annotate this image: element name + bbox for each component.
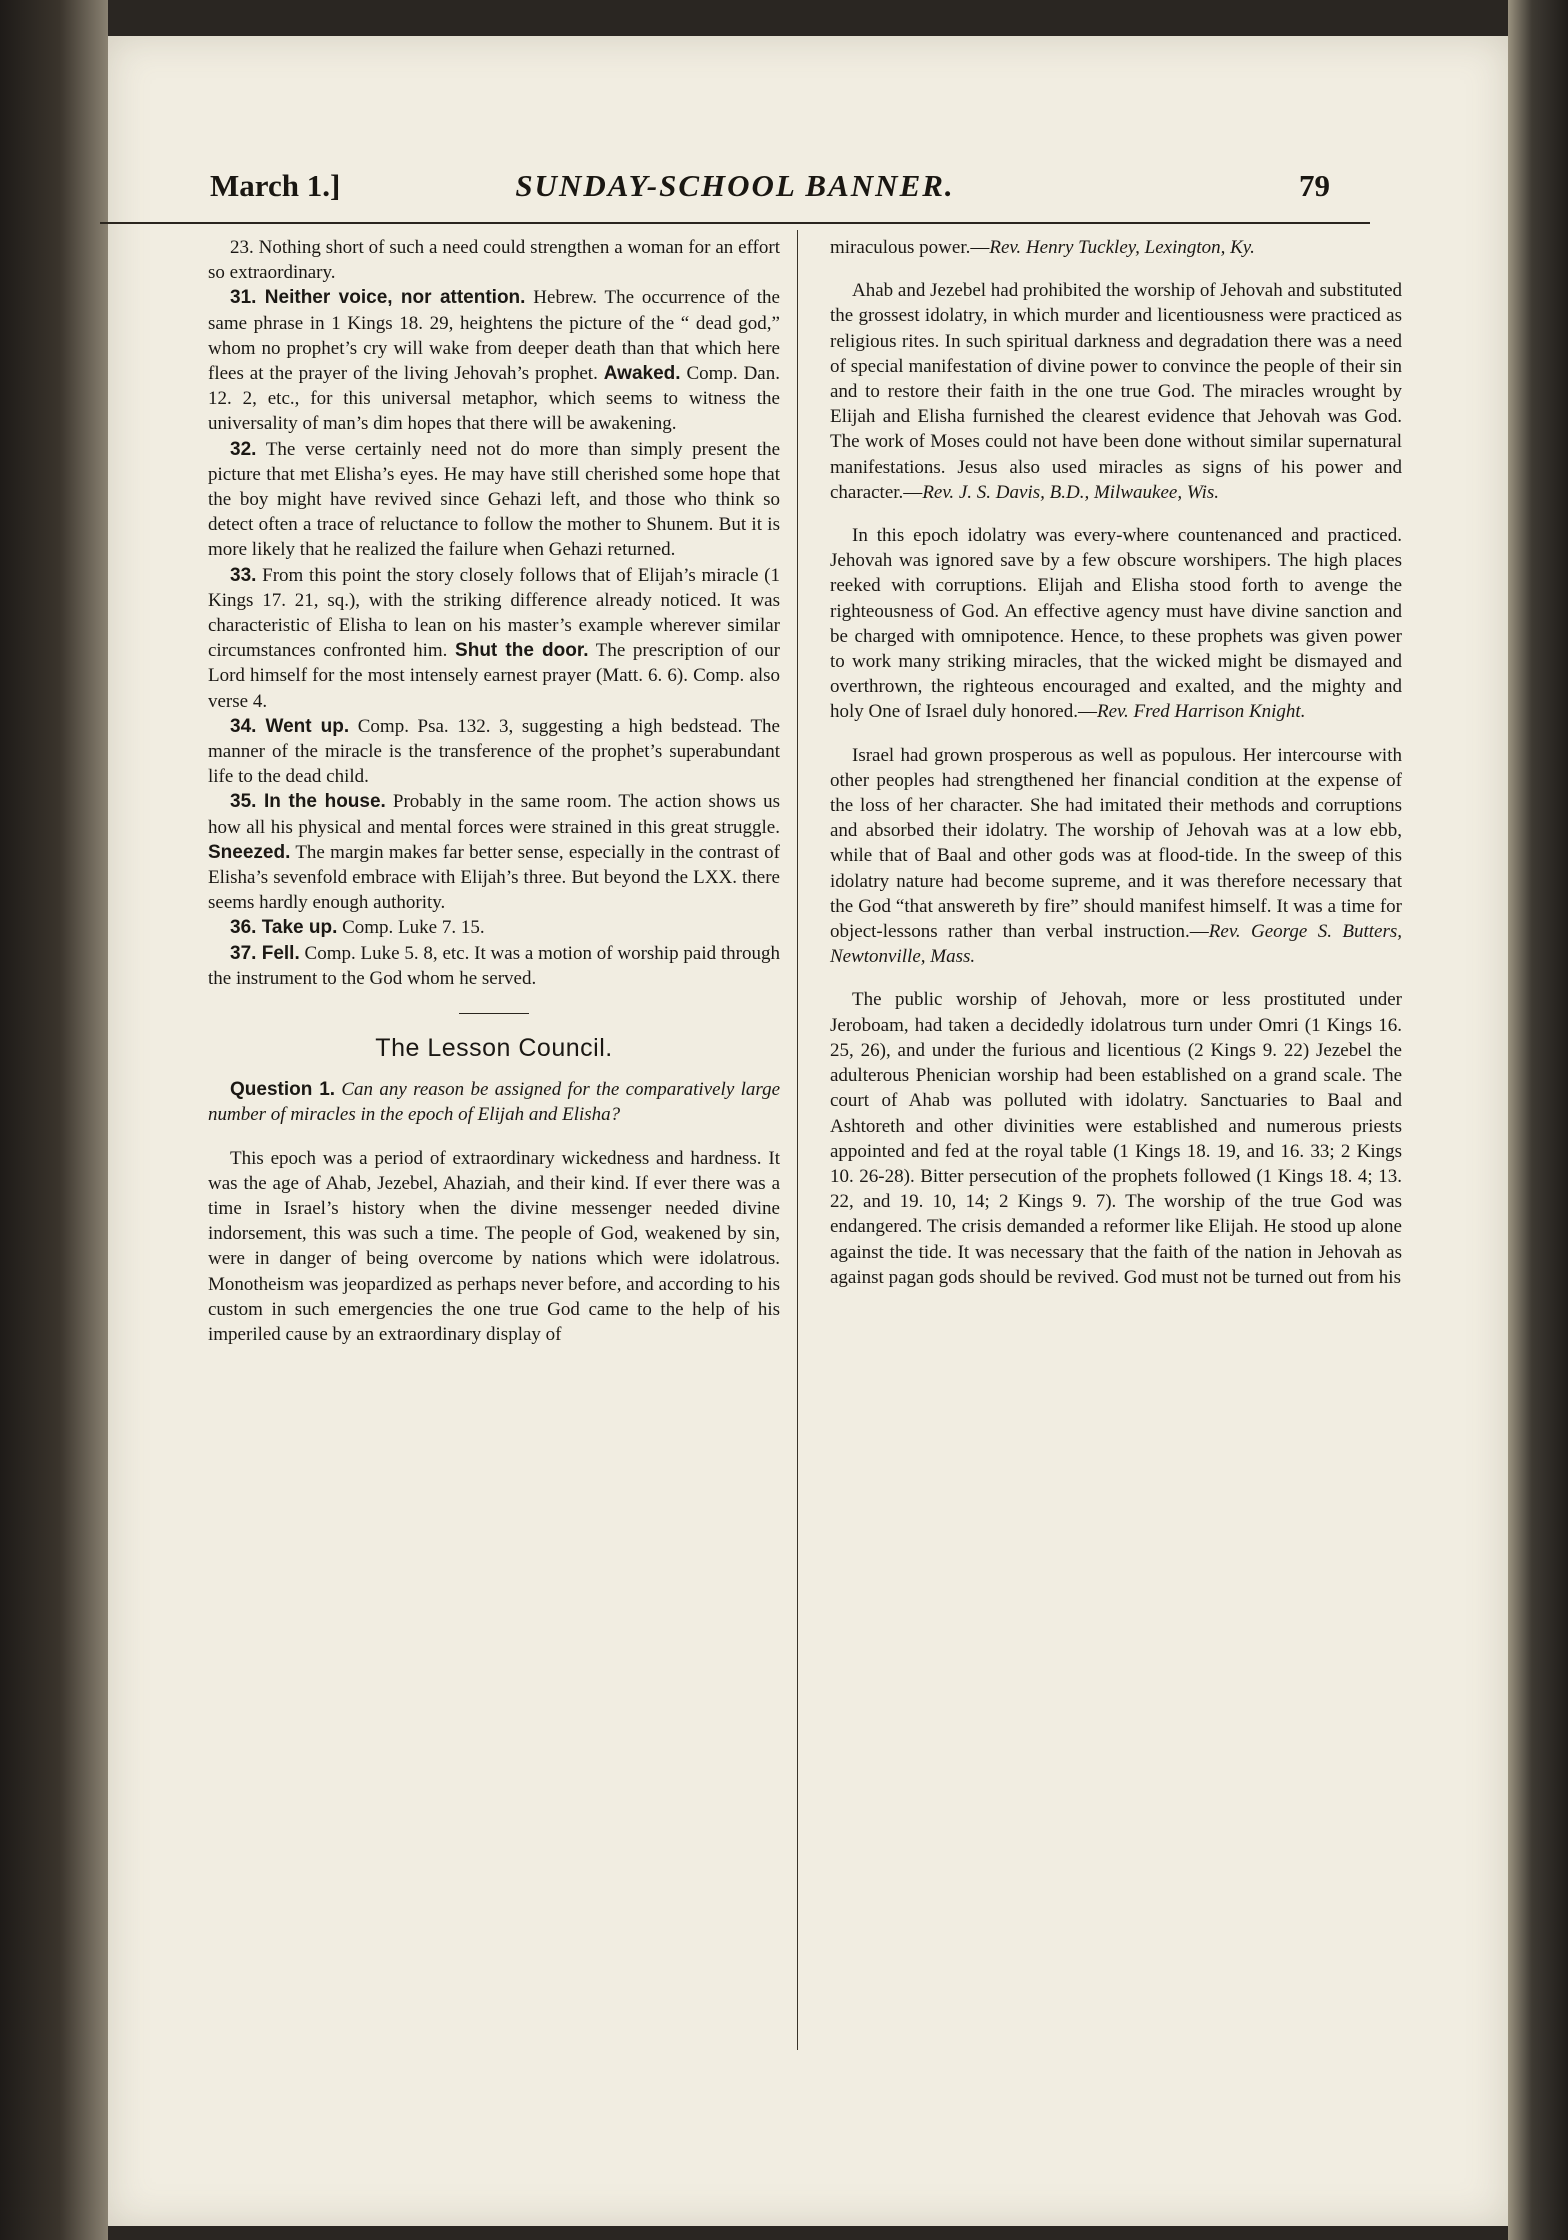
verse-text: From this point the story closely follows that of Elijah’s miracle (1 Kings 17. 21, sq.), with the striking difference already noticed. It was characteristic of Elisha to lean on his master’s example wherever similar circumstances confronted him. (208, 564, 780, 662)
answer-paragraph: The public worship of Jehovah, more or less prostituted under Jeroboam, had taken a decidedly idolatrous turn under Omri (1 Kings 16. 25, 26), and under the furious and licentious (2 Kings 9. 22) Jezebel the adulterous Phenician worship had been established on a grand scale. The court of Ahab was polluted with idolatry. Sanctuaries to Baal and Ashtoreth and other divinities were established and numerous priests appointed and fed at the royal table (1 Kings 18. 19, and 16. 33; 2 Kings 10. 26-28). Bitter persecution of the prophets followed (1 Kings 18. 4; 13. 22, and 19. 10, 14; 2 Kings 9. 7). The worship of the true God was endangered. The crisis demanded a reformer like Elijah. He stood up alone against the tide. It was necessary that the faith of the nation in Jehovah as against pagan gods should be revived. God must not be turned out from his (830, 989, 1402, 1288)
verse-text: Comp. Psa. 132. 3, suggesting a high bedstead. The manner of the miracle is the transference of the prophet’s superabundant life to the dead child. (208, 715, 780, 788)
verse-note-33 (208, 563, 780, 714)
verse-note-36 (208, 915, 780, 940)
verse-note-37 (208, 941, 780, 991)
verse-heading: 31. Neither voice, nor attention. (230, 287, 526, 309)
question (208, 1077, 780, 1127)
verse-text: Comp. Dan. 12. 2, etc., for this universal metaphor, which seems to witness the universality of man’s dim hopes that there will be awakening. (208, 363, 780, 435)
author-signature: Rev. Fred Harrison Knight. (1097, 701, 1306, 723)
answer-paragraph (830, 743, 1402, 970)
verse-text: The verse certainly need not do more than simply present the picture that met Elisha’s eyes. He may have still cherished some hope that the boy might have revived since Gehazi left, and those who think so detect often a trace of reluctance to follow the mother to Shunem. But it is more likely that he realized the failure when Gehazi returned. (208, 438, 780, 561)
header-date: March 1.] (210, 168, 341, 203)
verse-heading: 32. (230, 438, 257, 460)
running-header (100, 160, 1370, 220)
verse-text: Comp. Luke 5. 8, etc. It was a motion of worship paid through the instrument to the God whom he served. (208, 942, 780, 989)
verse-heading: 33. (230, 564, 257, 586)
verse-note-31 (208, 285, 780, 436)
column-divider (797, 230, 798, 2050)
verse-note-34 (208, 714, 780, 790)
question-label: Question 1. (230, 1079, 336, 1101)
verse-heading: Sneezed. (208, 841, 291, 863)
section-rule (459, 1013, 529, 1014)
page-number: 79 (1299, 168, 1330, 203)
verse-text: The margin makes far better sense, especially in the contrast of Elisha’s sevenfold embrace with Elijah’s three. But beyond the LXX. there seems hardly enough authority. (208, 841, 780, 914)
verse-text: Comp. Luke 7. 15. (337, 917, 485, 939)
author-signature: Rev. Henry Tuckley, Lexington, Ky. (989, 237, 1255, 258)
answer-paragraph (830, 278, 1402, 505)
section-title: The Lesson Council. (375, 1034, 613, 1063)
right-column (830, 235, 1402, 1290)
verse-heading: 35. In the house. (230, 791, 386, 813)
verse-note-32 (208, 437, 780, 563)
verse-note-35 (208, 789, 780, 915)
answer-paragraph-continued (830, 235, 1402, 260)
answer-text: In this epoch idolatry was every-where countenanced and practiced. Jehovah was ignored save by a few obscure worshipers. The high places reeked with corruptions. Elijah and Elisha stood forth to avenge the righteousness of God. An effective agency must have divine sanction and be charged with omnipotence. Hence, to these prophets was given power to work many striking miracles, that the wicked might be dismayed and overthrown, the righteous encouraged and exalted, and the mighty and holy One of Israel duly honored.— (830, 525, 1402, 723)
verse-text: Hebrew. The occurrence of the same phrase in 1 Kings 18. 29, heightens the picture of the “ dead god,” whom no prophet’s cry will wake from deeper death than that which here flees at the prayer of the living Jehovah’s prophet. (208, 287, 780, 385)
question-text: Can any reason be assigned for the comparatively large number of miracles in the epoch of Elijah and Elisha? (208, 1079, 780, 1126)
page-edge-shadow (1508, 0, 1568, 2240)
answer-text: Israel had grown prosperous as well as populous. Her intercourse with other peoples had strengthened her financial condition at the expense of the loss of her character. She had imitated their methods and corruptions and absorbed their idolatry. The worship of Jehovah was at a low ebb, while that of Baal and other gods was at flood-tide. In the sweep of this idolatry nature had become supreme, and it was therefore necessary that the God “that answereth by fire” should manifest himself. It was a time for object-lessons rather than verbal instruction.— (830, 744, 1402, 943)
answer-paragraph (830, 523, 1402, 725)
answer-text: Ahab and Jezebel had prohibited the worship of Jehovah and substituted the grossest idolatry, in which murder and licentiousness were practiced as religious rites. In such spiritual darkness and degradation there was a need of special manifestation of divine power to convince the people of their sin and to restore their faith in the one true God. The miracles wrought by Elijah and Elisha furnished the clearest evidence that Jehovah was God. The work of Moses could not have been done without similar supernatural manifestations. Jesus also used miracles as signs of his power and character.— (830, 280, 1402, 503)
verse-heading: Shut the door. (455, 640, 589, 662)
verse-heading: 36. Take up. (230, 917, 338, 939)
answer-text: miraculous power.— (830, 237, 990, 258)
verse-text: The prescription of our Lord himself for the most intensely earnest prayer (Matt. 6. 6). Comp. also verse 4. (208, 640, 780, 712)
header-title: SUNDAY-SCHOOL BANNER. (515, 168, 955, 203)
left-column (208, 235, 780, 1347)
author-signature: Rev. J. S. Davis, B.D., Milwaukee, Wis. (922, 481, 1220, 503)
verse-heading: Awaked. (603, 363, 681, 385)
verse-heading: 34. Went up. (230, 715, 350, 737)
verse-text: Probably in the same room. The action shows us how all his physical and mental forces were strained in this great struggle. (208, 791, 781, 838)
header-rule (100, 222, 1370, 224)
verse-heading: 37. Fell. (230, 942, 300, 964)
book-binding-shadow (0, 0, 108, 2240)
author-signature: Rev. George S. Butters, Newtonville, Mass. (830, 921, 1402, 968)
answer-paragraph: This epoch was a period of extraordinary wickedness and hardness. It was the age of Ahab, Jezebel, Ahaziah, and their kind. If ever there was a time in Israel’s history when the divine messenger needed divine indorsement, this was such a time. The people of God, weakened by sin, were in danger of being overcome by nations which were idolatrous. Monotheism was jeopardized as perhaps never before, and according to his custom in such emergencies the one true God came to the help of his imperiled cause by an extraordinary display of (208, 1147, 780, 1345)
verse-note-23: 23. Nothing short of such a need could strengthen a woman for an effort so extraordinary. (208, 237, 780, 284)
